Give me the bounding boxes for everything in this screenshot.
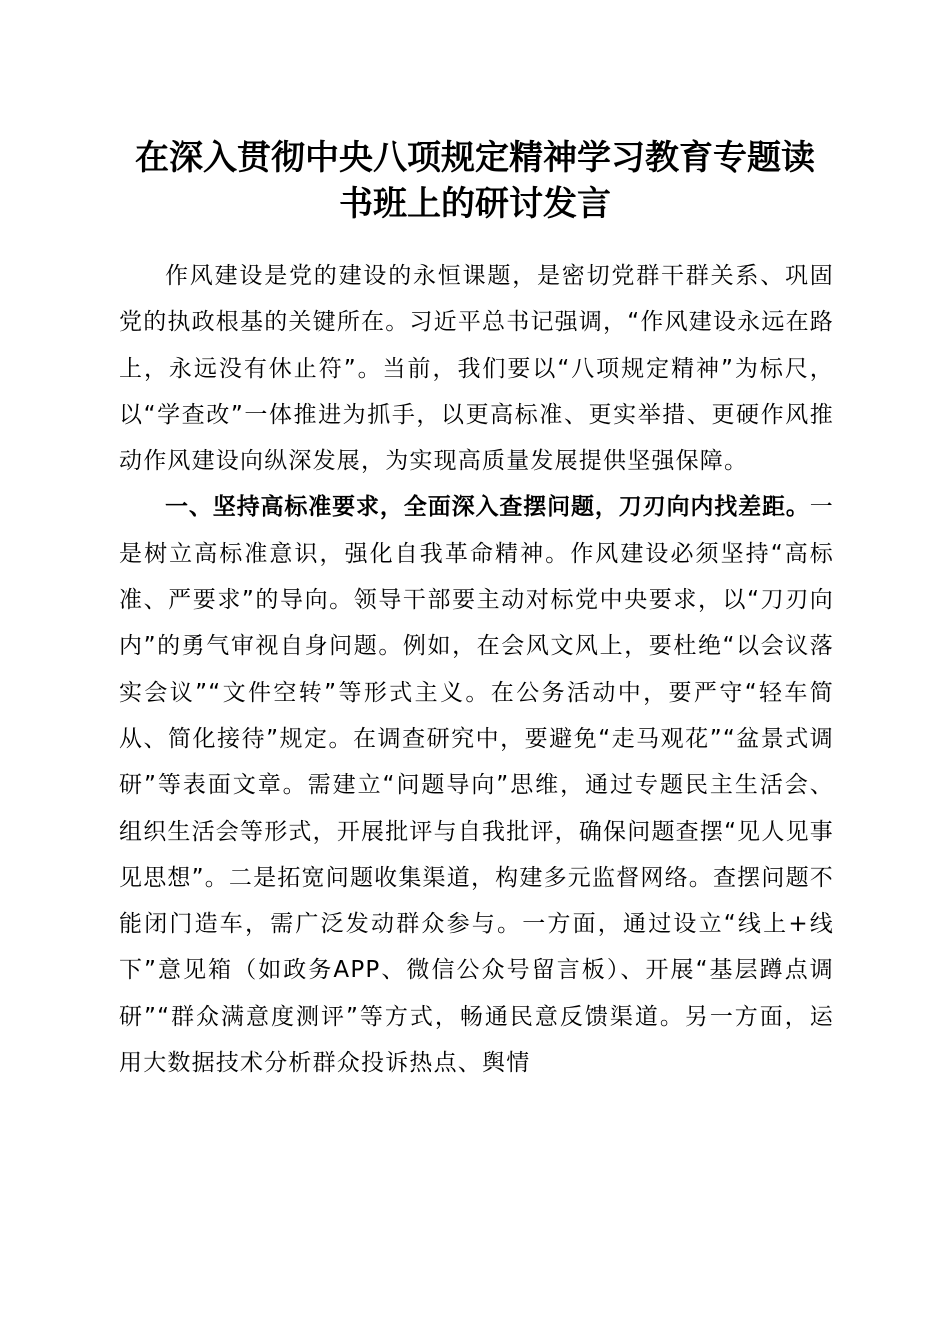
section-1-body: 一是树立高标准意识，强化自我革命精神。作风建设必须坚持“高标准、严要求”的导向。领导干部要主动对标党中央要求，以“刀刃向内”的勇气审视自身问题。例如，在会风文风上，要杜绝“以会议落实会议”“文件空转”等形式主义。在公务活动中，要严守“轻车简从、简化接待”规定。在调查研究中，要避免“走马观花”“盆景式调研”等表面文章。需建立“问题导向”思维，通过专题民主生活会、组织生活会等形式，开展批评与自我批评，确保问题查摆“见人见事见思想”。二是拓宽问题收集渠道，构建多元监督网络。查摆问题不能闭门造车，需广泛发动群众参与。一方面，通过设立“线上+线下”意见箱（如政务APP、微信公众号留言板）、开展“基层蹲点调研”“群众满意度测评”等方式，畅通民意反馈渠道。另一方面，运用大数据技术分析群众投诉热点、舆情 <box>119 494 834 1077</box>
title-line-1: 在深入贯彻中央八项规定精神学习教育专题读 <box>135 138 815 178</box>
page-title <box>100 135 850 227</box>
title-line-2: 书班上的研讨发言 <box>339 184 611 224</box>
section-1-paragraph <box>119 484 834 1086</box>
intro-paragraph: 作风建设是党的建设的永恒课题，是密切党群干群关系、巩固党的执政根基的关键所在。习近平总书记强调，“作风建设永远在路上，永远没有休止符”。当前，我们要以“八项规定精神”为标尺，以“学查改”一体推进为抓手，以更高标准、更实举措、更硬作风推动作风建设向纵深发展，为实现高质量发展提供坚强保障。 <box>119 263 834 475</box>
document-body <box>119 253 834 1086</box>
section-1-heading: 一、坚持高标准要求，全面深入查摆问题，刀刃向内找差距。 <box>165 494 810 521</box>
